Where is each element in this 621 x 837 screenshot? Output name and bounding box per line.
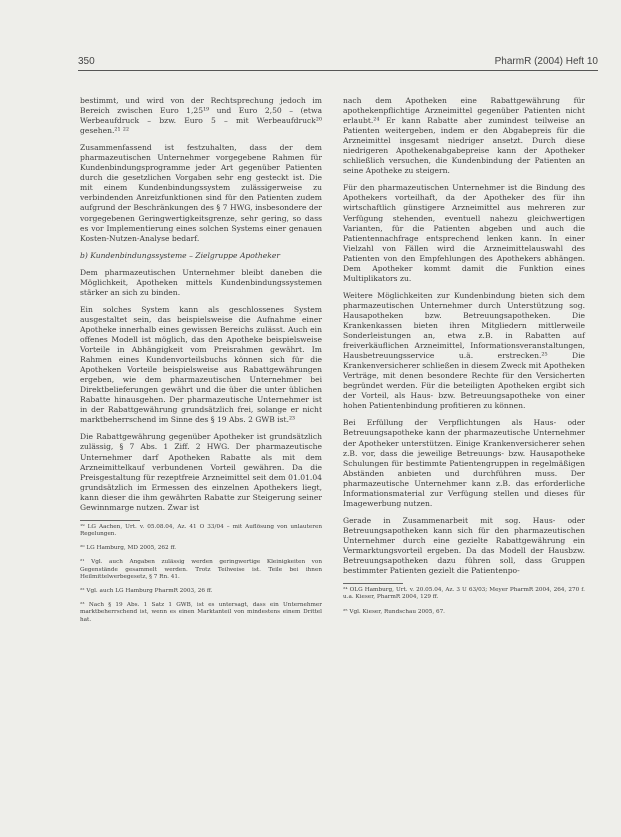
paragraph: Bei Erfüllung der Verpflichtungen als Haus- oder Betreuungsapotheke kann der pharmazeutische Unternehmer der Apotheker unterstützen. Einige Krankenversicherer sehen z.B. vor, dass die jeweilige Betreuungs- bzw. Hausapotheke Schulungen für bestimmte Patientengruppen in regelmäßigen Abständen anbieten und durchführen muss. Der pharmazeutische Unternehmer kann z.B. das erforderliche Informationsmaterial zur Verfügung stellen und dieses für Imagewerbung nutzen. bbox=[343, 418, 585, 508]
paragraph: Weitere Möglichkeiten zur Kundenbindung bieten sich dem pharmazeutischen Unternehmer durch Unterstützung sog. Hausapotheken bzw. Betreuungsapotheken. Die Krankenkassen bieten ihren Mitgliedern mittlerweile Sonderleistungen an, etwa z.B. in Rabatten auf freiverkäuflichen Arzneimittel, Informationsveranstaltungen, Hausbetreuungsservice u.ä. erstrecken.²⁵ Die Krankenversicherer schließen in diesem Zweck mit Apotheken Verträge, mit denen besondere Rechte für den Versicherten begründet werden. Für die beteiligten Apotheken ergibt sich der Vorteil, als Haus- bzw. Betreuungsapotheke von einer hohen Patientenbindung profitieren zu können. bbox=[343, 290, 586, 411]
footnote-divider bbox=[80, 520, 140, 521]
paragraph: bestimmt, und wird von der Rechtsprechung jedoch im Bereich zwischen Euro 1,25¹⁹ und Euro 2,50 – (etwa Werbeaufdruck – bzw. Euro 5 – mit Werbeaufdruck²⁰ gesehen.²¹ ²² bbox=[80, 96, 322, 136]
journal-reference: PharmR (2004) Heft 10 bbox=[494, 56, 598, 67]
paragraph: Dem pharmazeutischen Unternehmer bleibt daneben die Möglichkeit, Apotheken mittels Kundenbindungssystemen stärker an sich zu binden. bbox=[80, 267, 322, 297]
footnote: ²⁴ OLG Hamburg, Urt. v. 20.05.04, Az. 3 U 63/03; Meyer PharmR 2004, 264, 270 f. u.a. Kieser, PharmR 2004, 129 ff. bbox=[343, 587, 585, 601]
paragraph: Die Rabattgewährung gegenüber Apotheker ist grundsätzlich zulässig, § 7 Abs. 1 Ziff. 2 HWG. Der pharmazeutische Unternehmer darf Apotheken Rabatte als mit dem Arzneimittelkauf verbundenen Vorteil gewähren. Da die Preisgestaltung für rezeptfreie Arzneimittel seit dem 01.01.04 grundsätzlich im Ermessen des einzelnen Apothekers liegt, kann dieser die ihm gewährten Rabatte zur Steigerung seiner Gewinnmarge nutzen. Zwar ist bbox=[80, 432, 322, 512]
footnote: ²² Vgl. auch LG Hamburg PharmR 2003, 26 ff. bbox=[80, 588, 213, 594]
footnote-divider bbox=[343, 583, 403, 584]
footnote: ²³ Nach § 19 Abs. 1 Satz 1 GWB, ist es untersagt, dass ein Unternehmer marktbeherrschend ist, wenn es einen Marktanteil von mindestens einem Drittel hat. bbox=[80, 602, 322, 623]
paragraph: Gerade in Zusammenarbeit mit sog. Haus- oder Betreuungsapotheken kann sich für den pharmazeutischen Unternehmer durch eine gezielte Rabattgewährung ein Vermarktungsvorteil ergeben. Da das Modell der Hausbzw. Betreuungsapotheken dazu führen soll, dass Gruppen bestimmter Patienten gezielt die Patientenpo- bbox=[343, 515, 585, 576]
footnote: ²⁰ LG Hamburg, MD 2005, 262 ff. bbox=[80, 545, 177, 552]
page-number: 350 bbox=[78, 56, 95, 67]
paragraph: Zusammenfassend ist festzuhalten, dass der dem pharmazeutischen Unternehmer vorgegebene Rahmen für Kundenbindungsprogramme jeder Art gegenüber Patienten durch die gesetzlichen Vorgaben sehr eng gesteckt ist. Die mit einem Kundenbindungssystem zulässigerweise zu verbindenden Anreizfunktionen sind für den Patienten zudem aufgrund der Beschränkungen des § 7 HWG, insbesondere der vorgegebenen Geringwertigkeitsgrenze, sehr gering, so dass es vor Implementierung eines solchen Systems einer genauen Kosten-Nutzen-Analyse bedarf. bbox=[80, 143, 322, 243]
paragraph: Ein solches System kann als geschlossenes System ausgestaltet sein, das beispielsweise die Aufnahme einer Apotheke innerhalb eines gewissen Bereichs zulässt. Auch ein offenes Modell ist möglich, das den Apotheke beispielsweise Vorteile in Abhängigkeit vom Preisrahmen gewährt. Im Rahmen eines Kundenvorteilsbuchs können sich für die Apotheken Vorteile beispielsweise aus Rabattgewährungen ergeben, wie dem pharmazeutischen Unternehmer bei Direktbelieferungen gewährt und die über die unter üblichen Rabatte hinausgehen. Der pharmazeutische Unternehmer ist in der Rabattgewährung grundsätzlich frei, solange er nicht marktbeherrschend im Sinne des § 19 Abs. 2 GWB ist.²³ bbox=[80, 304, 322, 425]
paragraph: nach dem Apotheken eine Rabattgewährung für apothekenpflichtige Arzneimittel gegenüber Patienten nicht erlaubt.²⁴ Er kann Rabatte aber zumindest teilweise an Patienten weitergeben, indem er den Abgabepreis für die Arzneimittel insgesamt niedriger ansetzt. Durch diese niedrigeren Apothekenabgabepreise kann der Apotheker schließlich versuchen, die Kundenbindung der Patienten an seine Apotheke zu steigern. bbox=[343, 96, 585, 176]
footnote: ¹⁹ LG Aachen, Urt. v. 05.08.04, Az. 41 O 33/04 – mit Auflösung von unlauteren Regelungen. bbox=[80, 523, 322, 537]
footnote: ²¹ Vgl. auch Angaben zulässig werden geringwertige Kleinigkeiten von Gegenstände gesammelt werden. Trotz Teilweise ist. Teile bei ihnen Heilmittelwerbegesetz, § 7 Rn. 41. bbox=[80, 559, 322, 580]
section-heading: b) Kundenbindungssysteme – Zielgruppe Apotheker bbox=[80, 250, 281, 260]
page-header bbox=[78, 56, 598, 71]
right-column bbox=[343, 96, 585, 623]
left-column bbox=[80, 96, 322, 631]
footnote: ²⁵ Vgl. Kieser, Rundschau 2005, 67. bbox=[343, 608, 445, 615]
paragraph: Für den pharmazeutischen Unternehmer ist die Bindung des Apothekers vorteilhaft, da der Apotheker des für ihn wirtschaftlich günstigere Arzneimittel aus mehreren zur Verfügung stehenden, eventuell nahezu gleichwertigen Varianten, für die Patienten abgeben und auch die Patientennachfrage entsprechend lenken kann. In einer Vielzahl von Fällen wird die Arzneimittelauswahl des Patienten von den Empfehlungen des Apothekers abhängen. Dem Apotheker kommt damit die Funktion eines Multiplikators zu. bbox=[343, 183, 585, 283]
